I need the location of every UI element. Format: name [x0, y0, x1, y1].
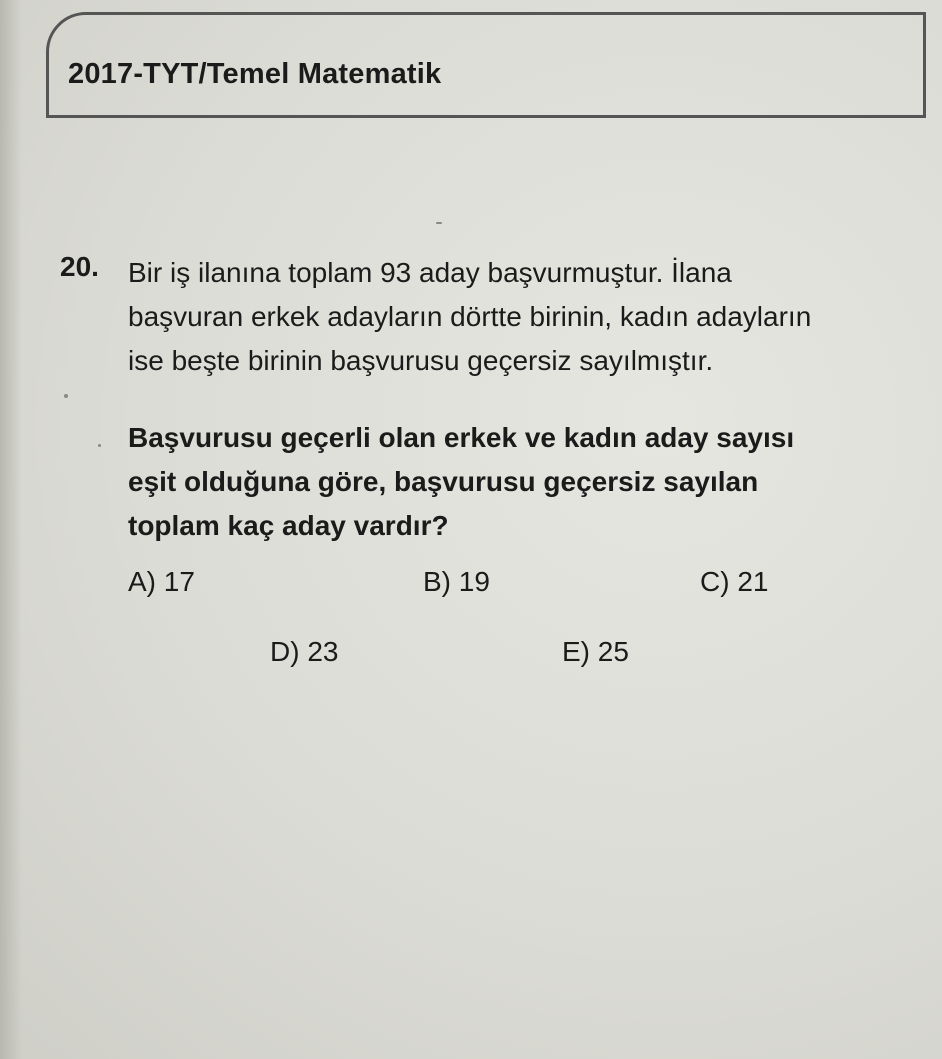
- option-e[interactable]: E) 25: [562, 636, 629, 667]
- prompt-line-2: eşit olduğuna göre, başvurusu geçersiz sayılan: [128, 466, 759, 497]
- question-stem: [128, 251, 928, 383]
- page-edge-shadow: [0, 0, 22, 1059]
- option-d[interactable]: D) 23: [270, 636, 339, 667]
- stem-line-3: ise beşte birinin başvurusu geçersiz sayılmıştır.: [128, 345, 714, 376]
- paper-speck: [98, 444, 101, 447]
- option-b[interactable]: B) 19: [423, 566, 490, 597]
- question-prompt: [128, 416, 928, 548]
- paper-speck: [64, 394, 68, 398]
- stem-line-1: Bir iş ilanına toplam 93 aday başvurmuştur. İlana: [128, 257, 732, 288]
- question-number: 20.: [60, 251, 99, 282]
- header-title: 2017-TYT/Temel Matematik: [68, 58, 442, 90]
- prompt-line-3: toplam kaç aday vardır?: [128, 510, 449, 541]
- paper-speck: [436, 222, 442, 224]
- option-c[interactable]: C) 21: [700, 566, 769, 597]
- stem-line-2: başvuran erkek adayların dörtte birinin, kadın adayların: [128, 301, 812, 332]
- prompt-line-1: Başvurusu geçerli olan erkek ve kadın aday sayısı: [128, 422, 795, 453]
- option-a[interactable]: A) 17: [128, 566, 195, 597]
